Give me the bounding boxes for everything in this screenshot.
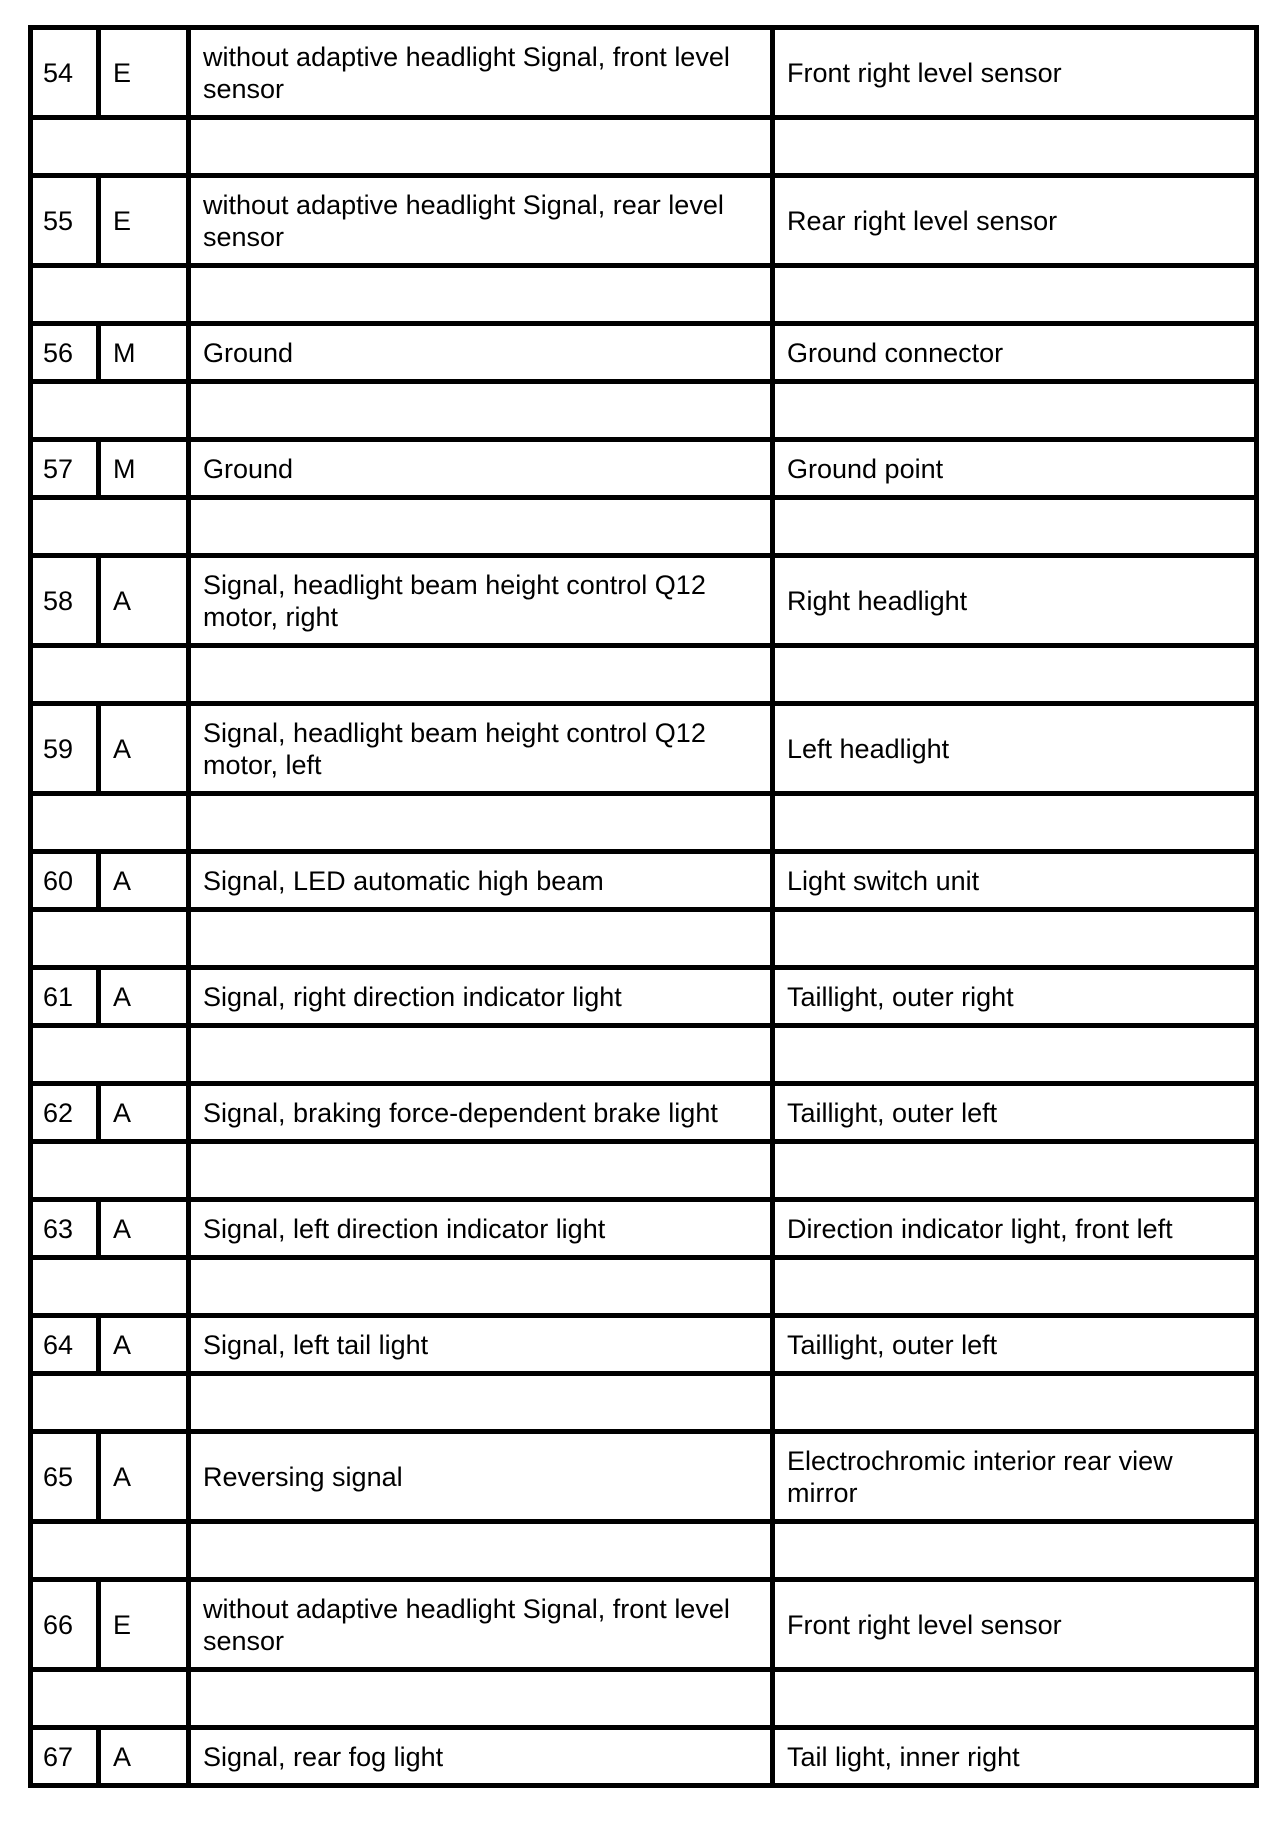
destination-cell: Rear right level sensor	[773, 176, 1257, 266]
signal-description-cell: Signal, braking force-dependent brake light	[189, 1084, 773, 1142]
empty-cell	[31, 498, 189, 556]
pin-number-cell: 56	[31, 324, 99, 382]
signal-description-cell: Signal, left direction indicator light	[189, 1200, 773, 1258]
destination-cell: Left headlight	[773, 704, 1257, 794]
empty-cell	[189, 794, 773, 852]
pin-number-cell: 62	[31, 1084, 99, 1142]
empty-cell	[189, 1026, 773, 1084]
empty-cell	[189, 498, 773, 556]
empty-cell	[189, 1670, 773, 1728]
empty-cell	[31, 1670, 189, 1728]
spacer-row	[31, 498, 1257, 556]
empty-cell	[31, 1142, 189, 1200]
spacer-row	[31, 118, 1257, 176]
pin-number-cell: 67	[31, 1728, 99, 1786]
signal-description-cell: Signal, right direction indicator light	[189, 968, 773, 1026]
destination-cell: Taillight, outer left	[773, 1084, 1257, 1142]
table-row	[31, 1200, 1257, 1258]
signal-description-cell: Signal, rear fog light	[189, 1728, 773, 1786]
signal-type-cell: A	[99, 968, 189, 1026]
empty-cell	[773, 266, 1257, 324]
spacer-row	[31, 266, 1257, 324]
table-row	[31, 968, 1257, 1026]
empty-cell	[189, 646, 773, 704]
table-row	[31, 324, 1257, 382]
signal-type-cell: A	[99, 704, 189, 794]
empty-cell	[189, 382, 773, 440]
spacer-row	[31, 794, 1257, 852]
table-row	[31, 1316, 1257, 1374]
signal-description-cell: Signal, left tail light	[189, 1316, 773, 1374]
empty-cell	[31, 910, 189, 968]
empty-cell	[31, 266, 189, 324]
signal-type-cell: E	[99, 1580, 189, 1670]
spacer-row	[31, 1522, 1257, 1580]
pin-number-cell: 58	[31, 556, 99, 646]
signal-type-cell: A	[99, 1084, 189, 1142]
empty-cell	[189, 1374, 773, 1432]
empty-cell	[189, 118, 773, 176]
destination-cell: Right headlight	[773, 556, 1257, 646]
empty-cell	[773, 1258, 1257, 1316]
table-row	[31, 1580, 1257, 1670]
empty-cell	[773, 118, 1257, 176]
signal-type-cell: A	[99, 556, 189, 646]
signal-type-cell: E	[99, 28, 189, 118]
empty-cell	[773, 794, 1257, 852]
empty-cell	[773, 1670, 1257, 1728]
pin-number-cell: 60	[31, 852, 99, 910]
signal-description-cell: without adaptive headlight Signal, front level sensor	[189, 1580, 773, 1670]
table-row	[31, 1432, 1257, 1522]
destination-cell: Taillight, outer left	[773, 1316, 1257, 1374]
empty-cell	[31, 118, 189, 176]
spacer-row	[31, 1026, 1257, 1084]
pin-number-cell: 54	[31, 28, 99, 118]
table-row	[31, 440, 1257, 498]
destination-cell: Direction indicator light, front left	[773, 1200, 1257, 1258]
signal-type-cell: A	[99, 1316, 189, 1374]
empty-cell	[31, 646, 189, 704]
pin-number-cell: 65	[31, 1432, 99, 1522]
spacer-row	[31, 646, 1257, 704]
pin-number-cell: 66	[31, 1580, 99, 1670]
empty-cell	[773, 382, 1257, 440]
empty-cell	[773, 498, 1257, 556]
pin-number-cell: 55	[31, 176, 99, 266]
signal-type-cell: A	[99, 852, 189, 910]
spacer-row	[31, 1374, 1257, 1432]
pin-table-body	[31, 28, 1257, 1786]
spacer-row	[31, 1142, 1257, 1200]
table-row	[31, 556, 1257, 646]
destination-cell: Front right level sensor	[773, 28, 1257, 118]
empty-cell	[189, 1258, 773, 1316]
destination-cell: Tail light, inner right	[773, 1728, 1257, 1786]
signal-type-cell: A	[99, 1200, 189, 1258]
empty-cell	[189, 1142, 773, 1200]
empty-cell	[773, 910, 1257, 968]
empty-cell	[31, 1374, 189, 1432]
signal-description-cell: Signal, headlight beam height control Q12 motor, right	[189, 556, 773, 646]
signal-description-cell: Ground	[189, 440, 773, 498]
spacer-row	[31, 1670, 1257, 1728]
empty-cell	[31, 794, 189, 852]
pin-number-cell: 59	[31, 704, 99, 794]
empty-cell	[189, 1522, 773, 1580]
table-row	[31, 1728, 1257, 1786]
empty-cell	[31, 1522, 189, 1580]
signal-type-cell: M	[99, 440, 189, 498]
spacer-row	[31, 1258, 1257, 1316]
empty-cell	[773, 646, 1257, 704]
empty-cell	[31, 1026, 189, 1084]
destination-cell: Front right level sensor	[773, 1580, 1257, 1670]
table-row	[31, 704, 1257, 794]
destination-cell: Taillight, outer right	[773, 968, 1257, 1026]
signal-description-cell: Reversing signal	[189, 1432, 773, 1522]
pin-number-cell: 61	[31, 968, 99, 1026]
empty-cell	[31, 1258, 189, 1316]
empty-cell	[773, 1522, 1257, 1580]
pin-number-cell: 63	[31, 1200, 99, 1258]
empty-cell	[773, 1026, 1257, 1084]
signal-type-cell: A	[99, 1432, 189, 1522]
destination-cell: Electrochromic interior rear view mirror	[773, 1432, 1257, 1522]
pin-assignment-table	[28, 25, 1259, 1788]
spacer-row	[31, 382, 1257, 440]
signal-description-cell: without adaptive headlight Signal, front level sensor	[189, 28, 773, 118]
table-row	[31, 1084, 1257, 1142]
table-row	[31, 176, 1257, 266]
destination-cell: Ground connector	[773, 324, 1257, 382]
empty-cell	[773, 1142, 1257, 1200]
empty-cell	[189, 910, 773, 968]
destination-cell: Light switch unit	[773, 852, 1257, 910]
empty-cell	[189, 266, 773, 324]
destination-cell: Ground point	[773, 440, 1257, 498]
empty-cell	[31, 382, 189, 440]
table-row	[31, 28, 1257, 118]
pin-number-cell: 57	[31, 440, 99, 498]
signal-description-cell: Signal, LED automatic high beam	[189, 852, 773, 910]
spacer-row	[31, 910, 1257, 968]
signal-description-cell: without adaptive headlight Signal, rear level sensor	[189, 176, 773, 266]
empty-cell	[773, 1374, 1257, 1432]
signal-type-cell: M	[99, 324, 189, 382]
pin-number-cell: 64	[31, 1316, 99, 1374]
signal-type-cell: A	[99, 1728, 189, 1786]
signal-description-cell: Ground	[189, 324, 773, 382]
table-row	[31, 852, 1257, 910]
signal-description-cell: Signal, headlight beam height control Q12 motor, left	[189, 704, 773, 794]
signal-type-cell: E	[99, 176, 189, 266]
